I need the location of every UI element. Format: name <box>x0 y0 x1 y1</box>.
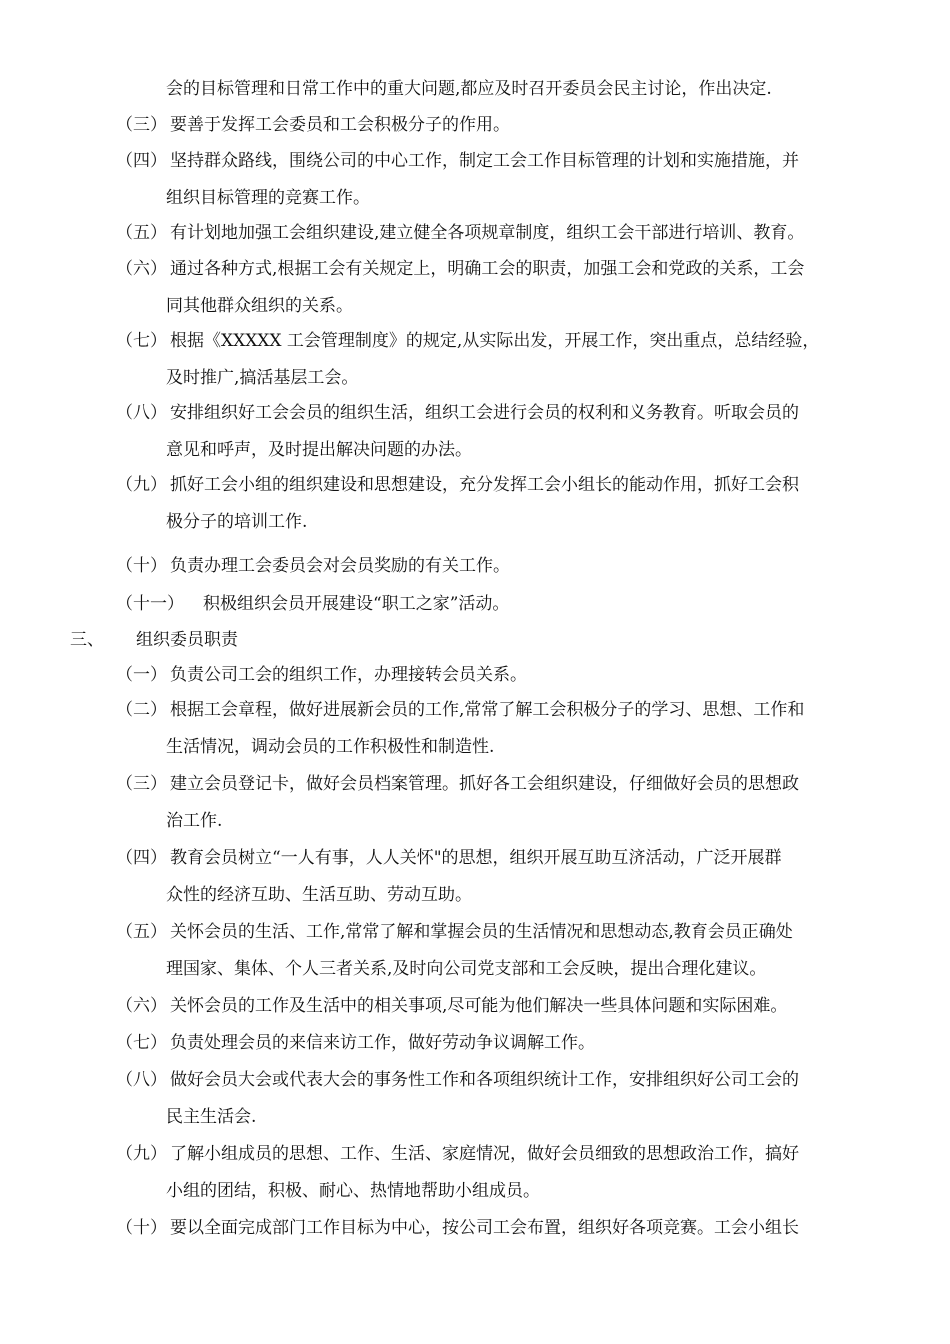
item-marker: （八） <box>116 1070 167 1090</box>
item-text-continuation: 众性的经济互助、生活互助、劳动互助。 <box>166 885 472 905</box>
item-text: 建立会员登记卡，做好会员档案管理。抓好各工会组织建设，仔细做好会员的思想政 <box>170 774 799 794</box>
section-number: 三、 <box>70 630 104 650</box>
item-marker: （十） <box>116 1218 167 1238</box>
item-marker: （六） <box>116 259 167 279</box>
item-marker: （四） <box>116 151 167 171</box>
item-marker: （九） <box>116 475 167 495</box>
section-heading: 组织委员职责 <box>136 630 238 650</box>
item-text: 有计划地加强工会组织建设,建立健全各项规章制度，组织工会干部进行培训、教育。 <box>170 223 805 243</box>
item-marker: （五） <box>116 223 167 243</box>
item-text: 了解小组成员的思想、工作、生活、家庭情况，做好会员细致的思想政治工作，搞好 <box>170 1144 799 1164</box>
item-text: 教育会员树立“一人有事，人人关怀"的思想，组织开展互助互济活动，广泛开展群 <box>170 848 782 868</box>
item-marker: （一） <box>116 665 167 685</box>
item-marker: （七） <box>116 331 167 351</box>
item-marker: （七） <box>116 1033 167 1053</box>
item-marker: （三） <box>116 774 167 794</box>
item-text: 根据工会章程，做好进展新会员的工作,常常了解工会积极分子的学习、思想、工作和 <box>170 700 805 720</box>
item-text-continuation: 极分子的培训工作. <box>166 512 308 532</box>
item-marker: （三） <box>116 115 167 135</box>
item-text: 要以全面完成部门工作目标为中心，按公司工会布置，组织好各项竞赛。工会小组长 <box>170 1218 799 1238</box>
item-text: 根据《XXXXX 工会管理制度》的规定,从实际出发，开展工作，突出重点，总结经验， <box>170 331 820 351</box>
item-text: 做好会员大会或代表大会的事务性工作和各项组织统计工作，安排组织好公司工会的 <box>170 1070 799 1090</box>
item-marker: （八） <box>116 403 167 423</box>
continuation-line: 会的目标管理和日常工作中的重大问题,都应及时召开委员会民主讨论，作出决定. <box>166 79 772 99</box>
item-text-continuation: 同其他群众组织的关系。 <box>166 296 353 316</box>
item-marker: （六） <box>116 996 167 1016</box>
item-marker: （九） <box>116 1144 167 1164</box>
item-text: 负责处理会员的来信来访工作，做好劳动争议调解工作。 <box>170 1033 595 1053</box>
item-marker: （十一） <box>116 594 184 614</box>
item-marker: （十） <box>116 556 167 576</box>
item-text: 关怀会员的生活、工作,常常了解和掌握会员的生活情况和思想动态,教育会员正确处 <box>170 922 793 942</box>
item-text: 负责公司工会的组织工作，办理接转会员关系。 <box>170 665 527 685</box>
item-text-continuation: 民主生活会. <box>166 1107 257 1127</box>
item-text: 坚持群众路线，围绕公司的中心工作，制定工会工作目标管理的计划和实施措施，并 <box>170 151 799 171</box>
item-text: 负责办理工会委员会对会员奖励的有关工作。 <box>170 556 510 576</box>
item-text: 积极组织会员开展建设“职工之家”活动。 <box>203 594 510 614</box>
item-marker: （五） <box>116 922 167 942</box>
item-text: 安排组织好工会会员的组织生活，组织工会进行会员的权利和义务教育。听取会员的 <box>170 403 799 423</box>
item-text: 通过各种方式,根据工会有关规定上，明确工会的职责，加强工会和党政的关系，工会 <box>170 259 805 279</box>
item-text-continuation: 理国家、集体、个人三者关系,及时向公司党支部和工会反映，提出合理化建议。 <box>166 959 767 979</box>
item-text-continuation: 意见和呼声，及时提出解决问题的办法。 <box>166 440 472 460</box>
item-text-continuation: 治工作. <box>166 811 223 831</box>
item-text-continuation: 生活情况，调动会员的工作积极性和制造性. <box>166 737 495 757</box>
item-text: 抓好工会小组的组织建设和思想建设，充分发挥工会小组长的能动作用，抓好工会积 <box>170 475 799 495</box>
item-marker: （二） <box>116 700 167 720</box>
item-text-continuation: 及时推广,搞活基层工会。 <box>166 368 359 388</box>
item-text: 要善于发挥工会委员和工会积极分子的作用。 <box>170 115 510 135</box>
item-text-continuation: 组织目标管理的竞赛工作。 <box>166 188 370 208</box>
item-text: 关怀会员的工作及生活中的相关事项,尽可能为他们解决一些具体问题和实际困难。 <box>170 996 788 1016</box>
item-marker: （四） <box>116 848 167 868</box>
item-text-continuation: 小组的团结，积极、耐心、热情地帮助小组成员。 <box>166 1181 540 1201</box>
